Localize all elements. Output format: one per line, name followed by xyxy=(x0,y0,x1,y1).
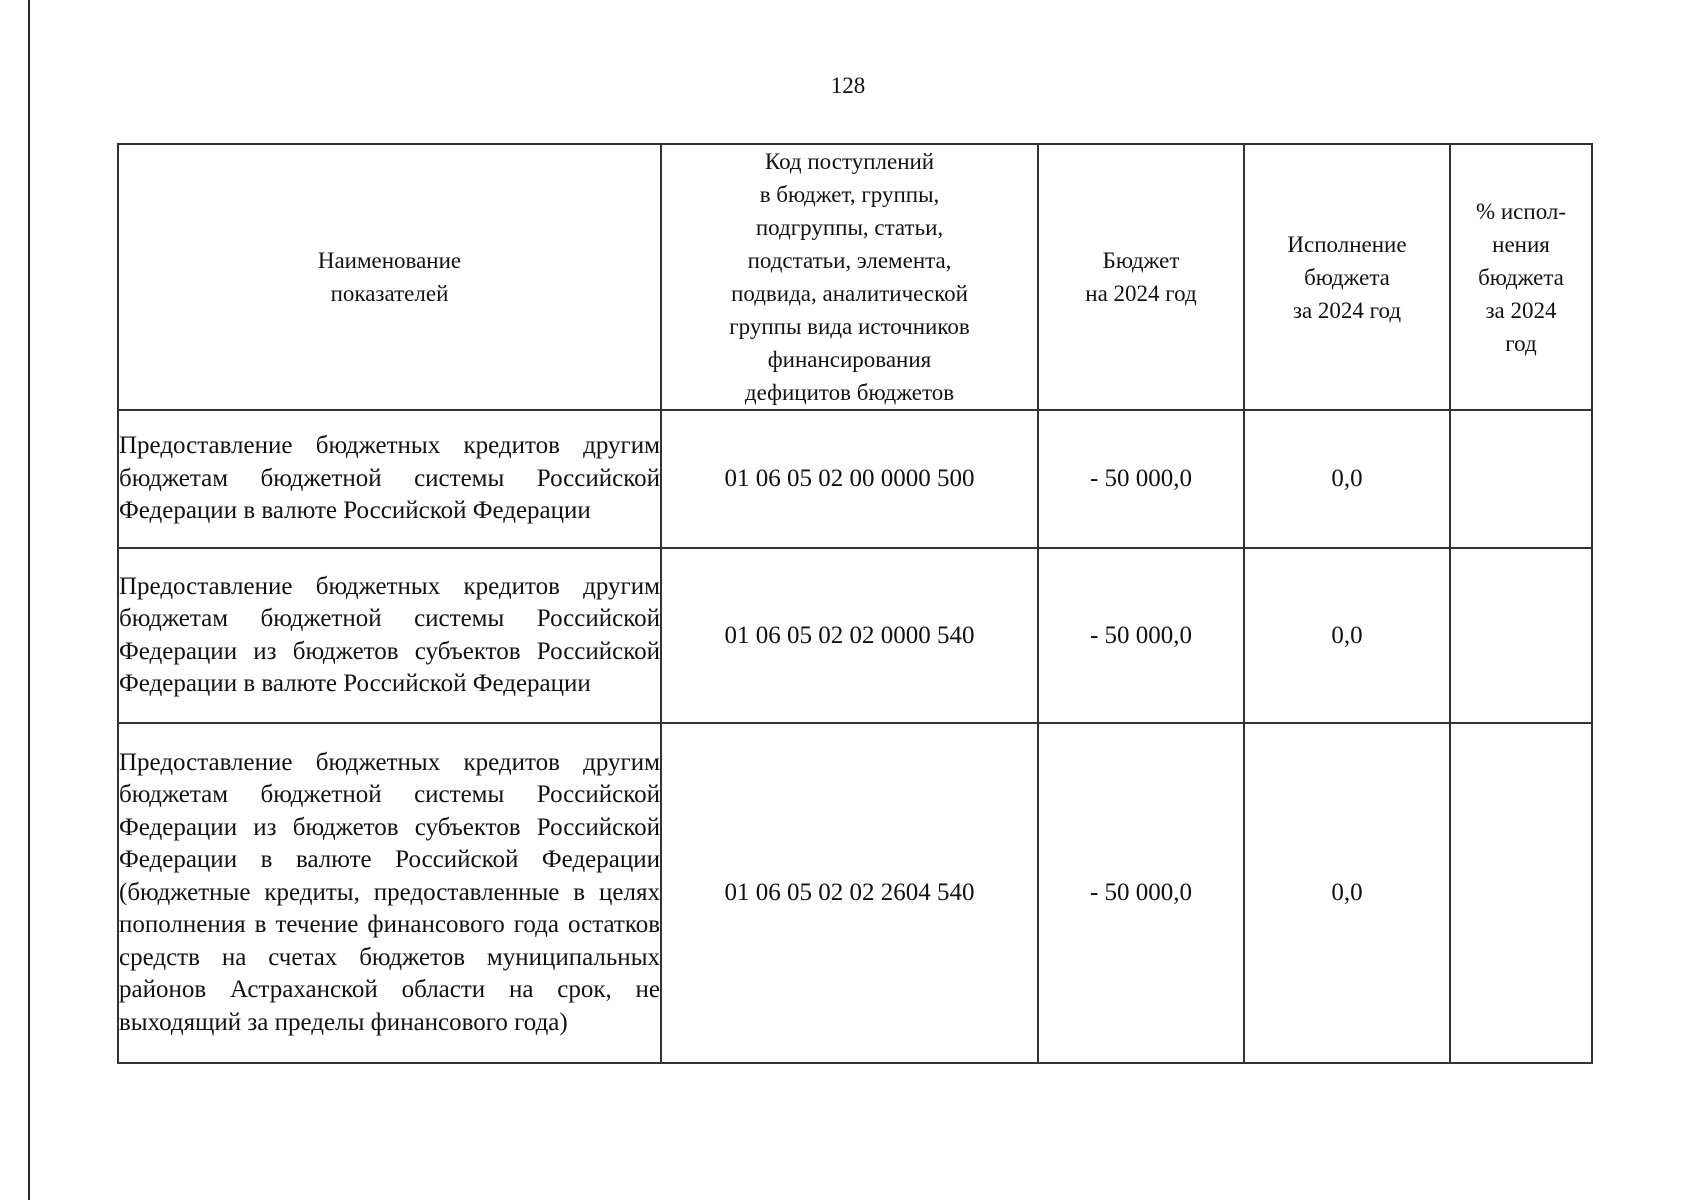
percent-cell xyxy=(1450,548,1592,723)
budget-cell: - 50 000,0 xyxy=(1038,723,1244,1063)
header-revenue-code: Код поступлений в бюджет, группы, подгруппы, статьи, подстатьи, элемента, подвида, аналитической группы вида источников финансирования дефицитов бюджетов xyxy=(661,144,1038,410)
code-cell: 01 06 05 02 02 0000 540 xyxy=(661,548,1038,723)
header-budget-2024: Бюджет на 2024 год xyxy=(1038,144,1244,410)
execution-cell: 0,0 xyxy=(1244,410,1450,548)
code-cell: 01 06 05 02 02 2604 540 xyxy=(661,723,1038,1063)
header-indicator-name: Наименование показателей xyxy=(118,144,661,410)
indicator-name-cell: Предоставление бюджетных кредитов другим бюджетам бюджетной системы Российской Федерации из бюджетов субъектов Российской Федерации в валюте Российской Федерации (бюджетные кредиты, предоставленные в целях пополнения в течение финансового года остатков средств на счетах бюджетов муниципальных районов Астраханской области на срок, не выходящий за пределы финансового года) xyxy=(118,723,661,1063)
header-execution-percent: % испол- нения бюджета за 2024 год xyxy=(1450,144,1592,410)
table-row xyxy=(118,548,1592,723)
budget-cell: - 50 000,0 xyxy=(1038,548,1244,723)
execution-cell: 0,0 xyxy=(1244,723,1450,1063)
budget-sources-table xyxy=(117,143,1593,1064)
percent-cell xyxy=(1450,723,1592,1063)
header-execution-2024: Исполнение бюджета за 2024 год xyxy=(1244,144,1450,410)
indicator-name-cell: Предоставление бюджетных кредитов другим бюджетам бюджетной системы Российской Федерации в валюте Российской Федерации xyxy=(118,410,661,548)
code-cell: 01 06 05 02 00 0000 500 xyxy=(661,410,1038,548)
table-header-row xyxy=(118,144,1592,410)
indicator-name-cell: Предоставление бюджетных кредитов другим бюджетам бюджетной системы Российской Федерации из бюджетов субъектов Российской Федерации в валюте Российской Федерации xyxy=(118,548,661,723)
table-row xyxy=(118,410,1592,548)
table-row xyxy=(118,723,1592,1063)
execution-cell: 0,0 xyxy=(1244,548,1450,723)
page-number: 128 xyxy=(830,73,866,98)
budget-cell: - 50 000,0 xyxy=(1038,410,1244,548)
binding-margin-line xyxy=(28,0,30,1200)
percent-cell xyxy=(1450,410,1592,548)
